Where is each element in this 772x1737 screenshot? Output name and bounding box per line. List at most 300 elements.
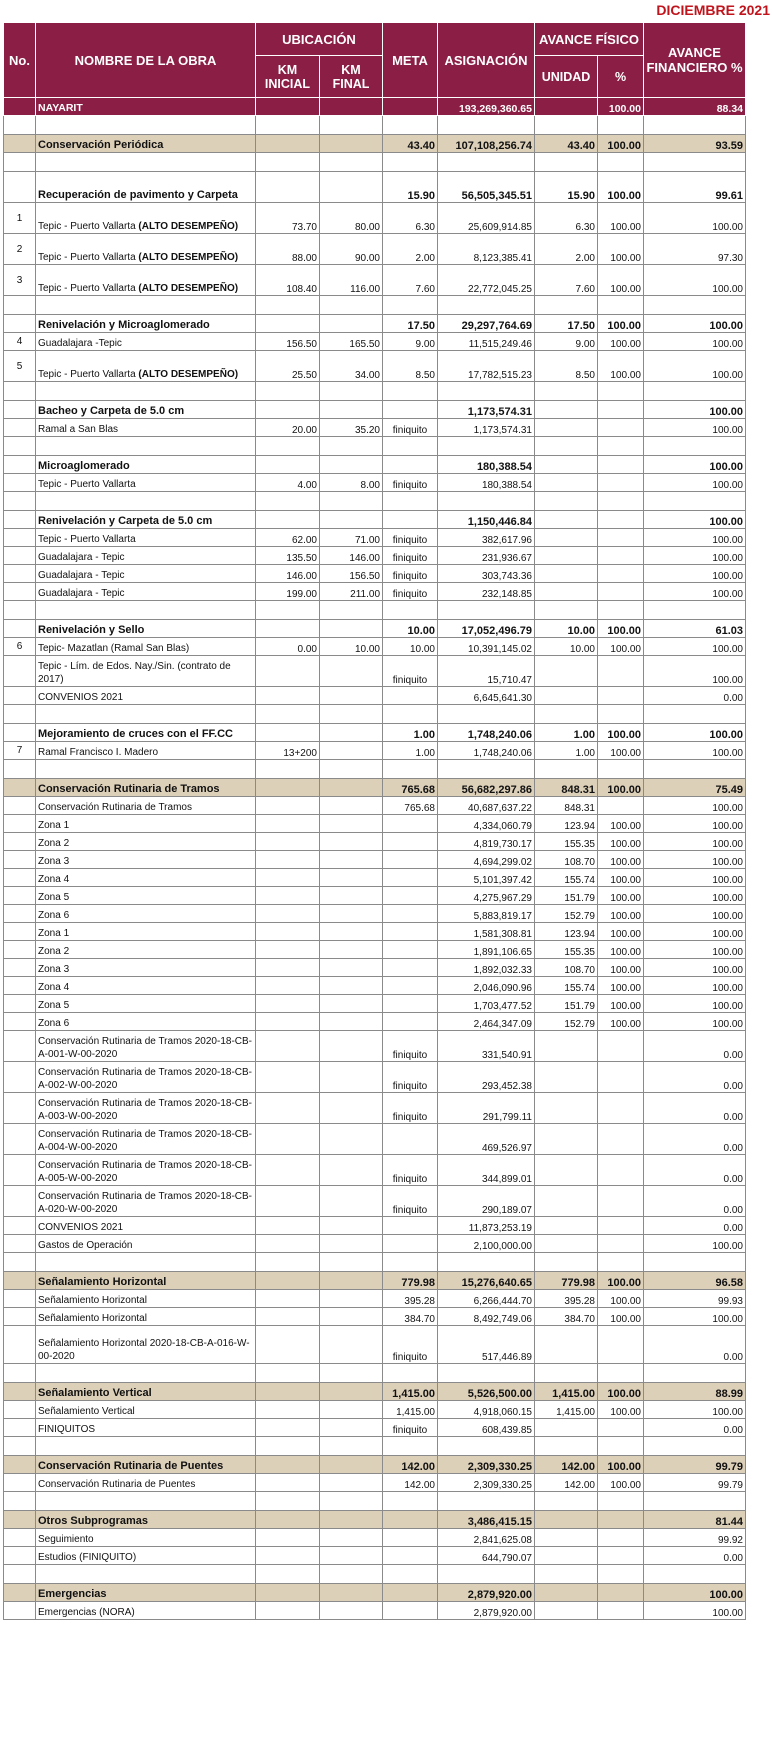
- no-cell: [4, 1401, 36, 1419]
- km-inicial-cell: [256, 492, 320, 511]
- obra-name: Renivelación y Sello: [38, 624, 145, 636]
- unidad-cell: [535, 153, 598, 172]
- km-final-cell: [320, 1456, 383, 1474]
- asignacion-cell: 1,748,240.06: [438, 724, 535, 742]
- obra-name: Seguimiento: [38, 1534, 94, 1545]
- obra-name: Gastos de Operación: [38, 1240, 133, 1251]
- avance-financiero-cell: 75.49: [644, 779, 746, 797]
- name-cell: [36, 779, 256, 797]
- pct-cell: 100.00: [598, 234, 644, 265]
- obra-name: Zona 4: [38, 982, 70, 993]
- km-final-cell: [320, 1093, 383, 1124]
- asignacion-cell: 5,101,397.42: [438, 869, 535, 887]
- pct-cell: [598, 382, 644, 401]
- unidad-cell: [535, 601, 598, 620]
- avance-financiero-cell: [644, 1364, 746, 1383]
- spacer-row: [4, 1364, 746, 1383]
- meta-cell: [383, 941, 438, 959]
- table-row: [4, 851, 746, 869]
- asignacion-cell: 22,772,045.25: [438, 265, 535, 296]
- table-row: [4, 1124, 746, 1155]
- pct-cell: [598, 1186, 644, 1217]
- avance-financiero-cell: 0.00: [644, 1326, 746, 1364]
- table-row: [4, 995, 746, 1013]
- unidad-cell: [535, 116, 598, 135]
- table-row: [4, 1290, 746, 1308]
- meta-cell: 43.40: [383, 135, 438, 153]
- asignacion-cell: [438, 296, 535, 315]
- name-cell: [36, 705, 256, 724]
- pct-cell: [598, 1253, 644, 1272]
- spacer-row: [4, 1565, 746, 1584]
- obra-name: Conservación Rutinaria de Puentes: [38, 1479, 196, 1490]
- meta-cell: finiquito: [383, 1062, 438, 1093]
- meta-cell: finiquito: [383, 565, 438, 583]
- header-km-final: KM FINAL: [320, 56, 383, 98]
- asignacion-cell: 1,173,574.31: [438, 419, 535, 437]
- no-cell: [4, 620, 36, 638]
- asignacion-cell: 5,526,500.00: [438, 1383, 535, 1401]
- no-cell: [4, 1511, 36, 1529]
- meta-cell: [383, 116, 438, 135]
- obra-name: Renivelación y Microaglomerado: [38, 319, 210, 331]
- pct-cell: [598, 797, 644, 815]
- unidad-cell: [535, 1364, 598, 1383]
- name-cell: [36, 565, 256, 583]
- header-avance-financiero: AVANCE FINANCIERO %: [644, 23, 746, 98]
- km-final-cell: [320, 887, 383, 905]
- km-final-cell: [320, 656, 383, 687]
- no-cell: [4, 905, 36, 923]
- meta-cell: [383, 905, 438, 923]
- km-final-cell: [320, 135, 383, 153]
- pct-cell: 100.00: [598, 638, 644, 656]
- unidad-cell: [535, 1253, 598, 1272]
- no-cell: [4, 1492, 36, 1511]
- meta-cell: [383, 687, 438, 705]
- obra-name: Conservación Rutinaria de Tramos 2020-18-CB-A-004-W-00-2020: [38, 1129, 252, 1153]
- meta-cell: [383, 1511, 438, 1529]
- avance-financiero-cell: 100.00: [644, 265, 746, 296]
- km-inicial-cell: [256, 1290, 320, 1308]
- asignacion-cell: [438, 1437, 535, 1456]
- obra-name: Guadalajara - Tepic: [38, 552, 125, 563]
- km-final-cell: [320, 1031, 383, 1062]
- km-inicial-cell: [256, 995, 320, 1013]
- km-final-cell: [320, 1492, 383, 1511]
- pct-cell: [598, 1093, 644, 1124]
- avance-financiero-cell: 99.61: [644, 172, 746, 203]
- unidad-cell: 152.79: [535, 905, 598, 923]
- km-final-cell: [320, 296, 383, 315]
- meta-cell: 17.50: [383, 315, 438, 333]
- table-row: [4, 959, 746, 977]
- unidad-cell: 10.00: [535, 638, 598, 656]
- table-row: [4, 977, 746, 995]
- km-inicial-cell: 4.00: [256, 474, 320, 492]
- header-asignacion: ASIGNACIÓN: [438, 23, 535, 98]
- pct-cell: 100.00: [598, 620, 644, 638]
- km-final-cell: 90.00: [320, 234, 383, 265]
- pct-cell: [598, 687, 644, 705]
- avance-financiero-cell: 100.00: [644, 529, 746, 547]
- no-cell: [4, 887, 36, 905]
- name-cell: [36, 419, 256, 437]
- km-final-cell: [320, 1565, 383, 1584]
- pct-cell: 100.00: [598, 203, 644, 234]
- km-final-cell: [320, 1511, 383, 1529]
- avance-financiero-cell: 100.00: [644, 833, 746, 851]
- km-final-cell: [320, 779, 383, 797]
- unidad-cell: [535, 1419, 598, 1437]
- obra-name: Guadalajara - Tepic: [38, 588, 125, 599]
- asignacion-cell: 290,189.07: [438, 1186, 535, 1217]
- meta-cell: 1.00: [383, 742, 438, 760]
- spacer-row: [4, 760, 746, 779]
- name-cell: [36, 296, 256, 315]
- asignacion-cell: 15,710.47: [438, 656, 535, 687]
- no-cell: [4, 1565, 36, 1584]
- km-inicial-cell: 20.00: [256, 419, 320, 437]
- name-cell: [36, 1155, 256, 1186]
- km-final-cell: [320, 98, 383, 116]
- km-final-cell: [320, 511, 383, 529]
- unidad-cell: [535, 492, 598, 511]
- unidad-cell: 1,415.00: [535, 1383, 598, 1401]
- obra-name: Señalamiento Horizontal: [38, 1295, 147, 1306]
- table-row: [4, 1602, 746, 1620]
- asignacion-cell: [438, 116, 535, 135]
- name-cell: [36, 437, 256, 456]
- km-inicial-cell: [256, 153, 320, 172]
- pct-cell: 100.00: [598, 1401, 644, 1419]
- unidad-cell: 152.79: [535, 1013, 598, 1031]
- name-cell: [36, 234, 256, 265]
- avance-financiero-cell: 0.00: [644, 1124, 746, 1155]
- unidad-cell: [535, 1437, 598, 1456]
- avance-financiero-cell: 100.00: [644, 995, 746, 1013]
- table-row: [4, 351, 746, 382]
- name-cell: [36, 797, 256, 815]
- km-final-cell: [320, 1364, 383, 1383]
- pct-cell: 100.00: [598, 724, 644, 742]
- pct-cell: 100.00: [598, 887, 644, 905]
- obra-name: Conservación Rutinaria de Tramos 2020-18-CB-A-002-W-00-2020: [38, 1067, 252, 1091]
- table-row: [4, 529, 746, 547]
- unidad-cell: 8.50: [535, 351, 598, 382]
- meta-cell: 765.68: [383, 779, 438, 797]
- obra-name: Zona 2: [38, 946, 70, 957]
- obra-name: Tepic - Lím. de Edos. Nay./Sin. (contrato de 2017): [38, 661, 231, 685]
- obra-name: Zona 1: [38, 928, 70, 939]
- pct-cell: 100.00: [598, 959, 644, 977]
- pct-cell: [598, 1547, 644, 1565]
- asignacion-cell: 2,309,330.25: [438, 1456, 535, 1474]
- name-cell: [36, 1031, 256, 1062]
- asignacion-cell: 29,297,764.69: [438, 315, 535, 333]
- avance-financiero-cell: 0.00: [644, 687, 746, 705]
- obra-name: Conservación Rutinaria de Tramos 2020-18-CB-A-005-W-00-2020: [38, 1160, 252, 1184]
- km-inicial-cell: [256, 1419, 320, 1437]
- group-row: [4, 172, 746, 203]
- no-cell: [4, 1031, 36, 1062]
- no-cell: [4, 401, 36, 419]
- meta-cell: [383, 995, 438, 1013]
- km-inicial-cell: [256, 851, 320, 869]
- km-inicial-cell: [256, 1584, 320, 1602]
- prog-row: [4, 135, 746, 153]
- name-cell: [36, 265, 256, 296]
- meta-cell: 1,415.00: [383, 1383, 438, 1401]
- no-cell: [4, 547, 36, 565]
- pct-cell: [598, 1529, 644, 1547]
- name-cell: [36, 583, 256, 601]
- table-row: [4, 905, 746, 923]
- meta-cell: [383, 959, 438, 977]
- obra-name: Señalamiento Horizontal 2020-18-CB-A-016-W-00-2020: [38, 1338, 250, 1362]
- unidad-cell: [535, 687, 598, 705]
- asignacion-cell: 8,123,385.41: [438, 234, 535, 265]
- unidad-cell: 142.00: [535, 1456, 598, 1474]
- obra-name: Señalamiento Vertical: [38, 1406, 135, 1417]
- km-inicial-cell: [256, 1217, 320, 1235]
- name-cell: [36, 492, 256, 511]
- obra-name: Estudios (FINIQUITO): [38, 1552, 137, 1563]
- unidad-cell: [535, 1155, 598, 1186]
- table-row: [4, 474, 746, 492]
- km-inicial-cell: [256, 1093, 320, 1124]
- avance-financiero-cell: 100.00: [644, 1308, 746, 1326]
- avance-financiero-cell: 99.79: [644, 1474, 746, 1492]
- km-inicial-cell: [256, 797, 320, 815]
- meta-cell: 7.60: [383, 265, 438, 296]
- no-cell: [4, 116, 36, 135]
- km-inicial-cell: [256, 601, 320, 620]
- header-pct: %: [598, 56, 644, 98]
- no-cell: [4, 941, 36, 959]
- table-row: [4, 656, 746, 687]
- name-cell: [36, 1383, 256, 1401]
- name-cell: [36, 1401, 256, 1419]
- km-final-cell: [320, 977, 383, 995]
- unidad-cell: [535, 437, 598, 456]
- avance-financiero-cell: 0.00: [644, 1419, 746, 1437]
- avance-financiero-cell: 100.00: [644, 742, 746, 760]
- no-cell: [4, 977, 36, 995]
- meta-cell: 779.98: [383, 1272, 438, 1290]
- pct-cell: [598, 401, 644, 419]
- asignacion-cell: 1,173,574.31: [438, 401, 535, 419]
- name-cell: [36, 1290, 256, 1308]
- km-final-cell: [320, 1186, 383, 1217]
- table-row: [4, 333, 746, 351]
- meta-cell: [383, 492, 438, 511]
- unidad-cell: 1,415.00: [535, 1401, 598, 1419]
- pct-cell: 100.00: [598, 977, 644, 995]
- asignacion-cell: 1,581,308.81: [438, 923, 535, 941]
- table-row: [4, 887, 746, 905]
- pct-cell: 100.00: [598, 351, 644, 382]
- meta-cell: [383, 1124, 438, 1155]
- obra-name: Zona 5: [38, 1000, 70, 1011]
- no-cell: [4, 779, 36, 797]
- name-cell: [36, 941, 256, 959]
- km-final-cell: [320, 620, 383, 638]
- no-cell: 1: [4, 203, 36, 234]
- obra-name: Señalamiento Horizontal: [38, 1313, 147, 1324]
- km-final-cell: 10.00: [320, 638, 383, 656]
- pct-cell: 100.00: [598, 1013, 644, 1031]
- pct-cell: 100.00: [598, 742, 644, 760]
- km-final-cell: [320, 1474, 383, 1492]
- km-final-cell: [320, 1253, 383, 1272]
- km-final-cell: [320, 815, 383, 833]
- pct-cell: 100.00: [598, 172, 644, 203]
- name-cell: [36, 833, 256, 851]
- meta-cell: [383, 887, 438, 905]
- asignacion-cell: 11,873,253.19: [438, 1217, 535, 1235]
- asignacion-cell: [438, 382, 535, 401]
- obra-name: Zona 2: [38, 838, 70, 849]
- km-inicial-cell: 146.00: [256, 565, 320, 583]
- asignacion-cell: 2,879,920.00: [438, 1602, 535, 1620]
- km-inicial-cell: [256, 869, 320, 887]
- prog-row: [4, 1383, 746, 1401]
- km-final-cell: [320, 1272, 383, 1290]
- name-cell: [36, 172, 256, 203]
- unidad-cell: [535, 1235, 598, 1253]
- table-row: [4, 1326, 746, 1364]
- asignacion-cell: 10,391,145.02: [438, 638, 535, 656]
- km-inicial-cell: 73.70: [256, 203, 320, 234]
- km-inicial-cell: [256, 656, 320, 687]
- no-cell: [4, 705, 36, 724]
- asignacion-cell: 2,309,330.25: [438, 1474, 535, 1492]
- asignacion-cell: 644,790.07: [438, 1547, 535, 1565]
- km-final-cell: [320, 1326, 383, 1364]
- name-cell: [36, 1437, 256, 1456]
- pct-cell: [598, 511, 644, 529]
- km-inicial-cell: 88.00: [256, 234, 320, 265]
- pct-cell: [598, 760, 644, 779]
- asignacion-cell: 6,266,444.70: [438, 1290, 535, 1308]
- km-final-cell: 71.00: [320, 529, 383, 547]
- obra-name: Ramal Francisco I. Madero: [38, 747, 159, 758]
- obra-name: Tepic - Puerto Vallarta: [38, 369, 139, 380]
- km-inicial-cell: [256, 1383, 320, 1401]
- avance-financiero-cell: 0.00: [644, 1031, 746, 1062]
- km-final-cell: [320, 1308, 383, 1326]
- km-inicial-cell: [256, 1235, 320, 1253]
- avance-financiero-cell: 100.00: [644, 565, 746, 583]
- no-cell: [4, 474, 36, 492]
- km-inicial-cell: [256, 959, 320, 977]
- unidad-cell: [535, 1547, 598, 1565]
- name-cell: [36, 1235, 256, 1253]
- km-final-cell: [320, 851, 383, 869]
- meta-cell: [383, 511, 438, 529]
- meta-cell: finiquito: [383, 529, 438, 547]
- meta-cell: finiquito: [383, 474, 438, 492]
- avance-financiero-cell: 99.92: [644, 1529, 746, 1547]
- asignacion-cell: 1,892,032.33: [438, 959, 535, 977]
- km-inicial-cell: [256, 1326, 320, 1364]
- obra-name: Zona 5: [38, 892, 70, 903]
- avance-financiero-cell: [644, 1565, 746, 1584]
- obra-name: Emergencias (NORA): [38, 1607, 135, 1618]
- obra-name: FINIQUITOS: [38, 1424, 96, 1435]
- meta-cell: [383, 1217, 438, 1235]
- spacer-row: [4, 601, 746, 620]
- avance-financiero-cell: [644, 382, 746, 401]
- asignacion-cell: 303,743.36: [438, 565, 535, 583]
- obra-name: Tepic - Puerto Vallarta: [38, 283, 139, 294]
- no-cell: 7: [4, 742, 36, 760]
- asignacion-cell: [438, 760, 535, 779]
- no-cell: [4, 815, 36, 833]
- km-final-cell: [320, 401, 383, 419]
- no-cell: [4, 687, 36, 705]
- meta-cell: [383, 98, 438, 116]
- asignacion-cell: 3,486,415.15: [438, 1511, 535, 1529]
- name-cell: [36, 1364, 256, 1383]
- pct-cell: [598, 1565, 644, 1584]
- avance-financiero-cell: 100.00: [644, 869, 746, 887]
- name-cell: [36, 456, 256, 474]
- pct-cell: [598, 1437, 644, 1456]
- avance-financiero-cell: [644, 1437, 746, 1456]
- unidad-cell: [535, 1326, 598, 1364]
- km-final-cell: [320, 1419, 383, 1437]
- unidad-cell: [535, 382, 598, 401]
- asignacion-cell: 56,505,345.51: [438, 172, 535, 203]
- km-inicial-cell: [256, 977, 320, 995]
- spacer-row: [4, 153, 746, 172]
- avance-financiero-cell: 100.00: [644, 656, 746, 687]
- unidad-cell: [535, 705, 598, 724]
- name-cell: [36, 153, 256, 172]
- obra-name: Señalamiento Horizontal: [38, 1276, 167, 1288]
- km-final-cell: [320, 1602, 383, 1620]
- km-inicial-cell: [256, 1272, 320, 1290]
- km-inicial-cell: [256, 887, 320, 905]
- obra-name: Otros Subprogramas: [38, 1515, 149, 1527]
- km-final-cell: [320, 153, 383, 172]
- meta-cell: [383, 815, 438, 833]
- asignacion-cell: 2,100,000.00: [438, 1235, 535, 1253]
- pct-cell: 100.00: [598, 135, 644, 153]
- km-final-cell: [320, 601, 383, 620]
- no-cell: 6: [4, 638, 36, 656]
- km-final-cell: [320, 1290, 383, 1308]
- spacer-row: [4, 1492, 746, 1511]
- km-final-cell: 146.00: [320, 547, 383, 565]
- pct-cell: [598, 153, 644, 172]
- meta-cell: [383, 382, 438, 401]
- table-row: [4, 265, 746, 296]
- pct-cell: 100.00: [598, 851, 644, 869]
- name-cell: [36, 333, 256, 351]
- no-cell: [4, 1437, 36, 1456]
- table-row: [4, 1062, 746, 1093]
- km-inicial-cell: [256, 1401, 320, 1419]
- pct-cell: 100.00: [598, 1290, 644, 1308]
- asignacion-cell: 4,275,967.29: [438, 887, 535, 905]
- name-cell: [36, 742, 256, 760]
- asignacion-cell: 4,334,060.79: [438, 815, 535, 833]
- asignacion-cell: 2,046,090.96: [438, 977, 535, 995]
- pct-cell: 100.00: [598, 869, 644, 887]
